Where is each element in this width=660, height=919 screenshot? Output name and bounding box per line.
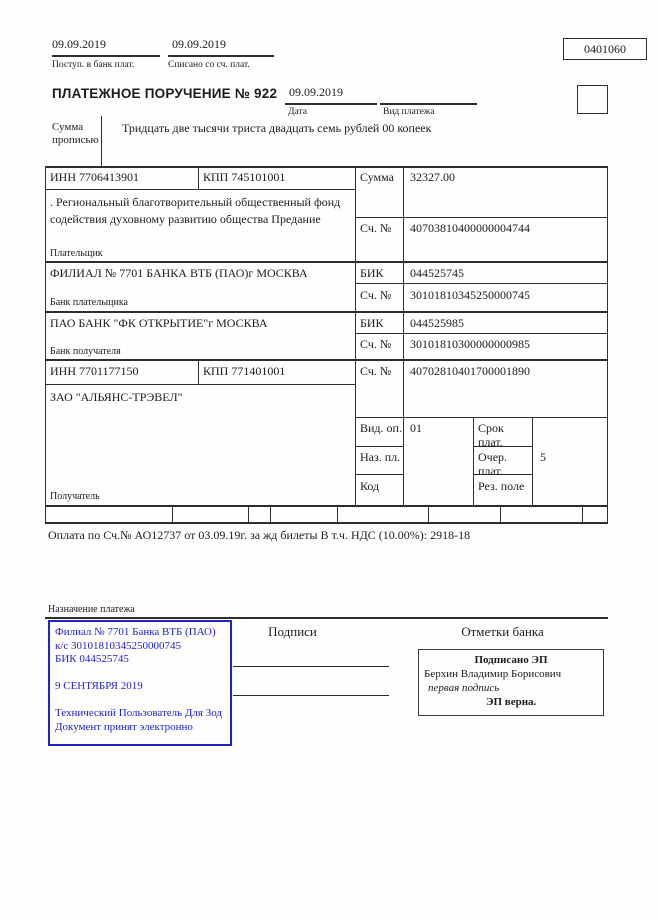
signatures-heading: Подписи xyxy=(268,624,317,639)
pay-term-label: Срок плат. xyxy=(478,421,504,449)
table-bottom-border xyxy=(45,505,608,507)
document-title: ПЛАТЕЖНОЕ ПОРУЧЕНИЕ № 922 xyxy=(52,86,278,101)
subtable-divider-1 xyxy=(473,417,474,506)
payer-account-label: Сч. № xyxy=(360,221,392,235)
payee-bank-name: ПАО БАНК "ФК ОТКРЫТИЕ"г МОСКВА xyxy=(50,316,268,330)
payname-row-line xyxy=(355,474,403,475)
payee-account-label: Сч. № xyxy=(360,364,392,378)
payer-bank-section-label: Банк плательщика xyxy=(50,297,128,308)
esign-verified: ЭП верна. xyxy=(486,696,537,708)
form-code: 0401060 xyxy=(584,42,626,56)
op-type-label: Вид. оп. xyxy=(360,421,402,435)
date-label: Дата xyxy=(288,107,307,117)
inn-kpp-divider-payer xyxy=(198,166,199,190)
payee-bank-bik-label: БИК xyxy=(360,316,384,330)
payee-bank-section-label: Банк получателя xyxy=(50,346,121,357)
signature-line-2 xyxy=(233,695,389,696)
inn-row-bottom-payer xyxy=(45,189,355,190)
budget-divider-3 xyxy=(270,505,271,523)
budget-row-right xyxy=(607,505,608,523)
budget-divider-7 xyxy=(582,505,583,523)
pay-order-label: Очер. плат. xyxy=(478,450,508,478)
amount-in-words-label: Сумма прописью xyxy=(52,121,99,146)
signature-line-1 xyxy=(233,666,389,667)
budget-row-left xyxy=(45,505,46,523)
stamp-line: Технический Пользователь Для Зод xyxy=(55,707,223,719)
purpose-section-label: Назначение платежа xyxy=(48,604,135,615)
payer-bank-account-label: Сч. № xyxy=(360,288,392,302)
budget-divider-5 xyxy=(428,505,429,523)
esign-title: Подписано ЭП xyxy=(474,654,548,666)
esign-box xyxy=(418,649,604,716)
payee-account: 40702810401700001890 xyxy=(410,364,530,378)
purpose-text: Оплата по Сч.№ АО12737 от 03.09.19г. за жд билеты В т.ч. НДС (10.00%): 2918-18 xyxy=(48,528,471,542)
sum-cell-bottom xyxy=(355,217,608,218)
payer-bank-name: ФИЛИАЛ № 7701 БАНКА ВТБ (ПАО)г МОСКВА xyxy=(50,266,308,280)
written-off-date: 09.09.2019 xyxy=(172,37,226,51)
payer-inn: ИНН 7706413901 xyxy=(50,170,139,184)
stamp-line: Документ принят электронно xyxy=(55,720,193,733)
payer-name: . Региональный благотворительный общественный фонд содействия духовному развитию общества Предание xyxy=(50,195,341,226)
payee-bank-account: 30101810300000000985 xyxy=(410,337,530,351)
budget-divider-4 xyxy=(337,505,338,523)
code-label: Код xyxy=(360,479,380,493)
sum-label: Сумма xyxy=(360,170,394,184)
inn-kpp-divider-payee xyxy=(198,359,199,385)
pay-name-label: Наз. пл. xyxy=(360,450,401,464)
stamp-line: 9 СЕНТЯБРЯ 2019 xyxy=(55,680,143,692)
received-in-bank-date: 09.09.2019 xyxy=(52,37,106,51)
payee-kpp: КПП 771401001 xyxy=(203,364,286,378)
esign-name: Берхин Владимир Борисович xyxy=(424,668,562,680)
budget-row-bottom xyxy=(45,522,608,524)
sum-value: 32327.00 xyxy=(410,170,455,184)
payee-inn: ИНН 7701177150 xyxy=(50,364,139,378)
bank-stamp xyxy=(48,620,232,746)
table-top-border xyxy=(45,166,608,168)
amount-words-divider xyxy=(101,116,102,166)
payer-bank-bik: 044525745 xyxy=(410,266,464,280)
payment-type-underline xyxy=(380,103,477,105)
received-underline xyxy=(52,55,160,57)
stamp-line xyxy=(55,694,225,708)
bank-marks-heading: Отметки банка xyxy=(461,624,544,639)
budget-divider-1 xyxy=(172,505,173,523)
payee-bank-bottom-border xyxy=(45,359,608,361)
pay-order-value: 5 xyxy=(540,450,546,464)
stamp-line: Филиал № 7701 Банка ВТБ (ПАО) xyxy=(55,626,216,638)
subtable-divider-2 xyxy=(532,417,533,506)
date-underline xyxy=(285,103,377,105)
budget-divider-6 xyxy=(500,505,501,523)
payee-bank-inner-line xyxy=(355,333,608,334)
payer-account: 40703810400000004744 xyxy=(410,221,530,235)
op-type-value: 01 xyxy=(410,421,422,435)
written-off-label: Списано со сч. плат. xyxy=(168,60,250,70)
stamp-line xyxy=(55,667,225,681)
payer-bank-account: 30101810345250000745 xyxy=(410,288,530,302)
written-off-underline xyxy=(168,55,274,57)
payer-bottom-border xyxy=(45,261,608,263)
document-date: 09.09.2019 xyxy=(289,85,343,99)
inn-row-bottom-payee xyxy=(45,384,355,385)
optype-row-line xyxy=(355,446,403,447)
budget-divider-2 xyxy=(248,505,249,523)
payee-bank-account-label: Сч. № xyxy=(360,337,392,351)
received-in-bank-label: Поступ. в банк плат. xyxy=(52,60,135,70)
stamp-line: БИК 044525745 xyxy=(55,653,129,665)
payee-section-label: Получатель xyxy=(50,491,100,502)
table-left-border xyxy=(45,166,46,506)
form-code-box xyxy=(563,38,647,60)
purpose-bottom-border xyxy=(45,617,608,619)
payer-bank-inner-line xyxy=(355,283,608,284)
payer-bank-bik-label: БИК xyxy=(360,266,384,280)
payer-kpp: КПП 745101001 xyxy=(203,170,286,184)
stamp-line: к/с 30101810345250000745 xyxy=(55,639,182,652)
subtable-top-line xyxy=(355,417,608,418)
payment-type-label: Вид платежа xyxy=(383,107,435,117)
payer-bank-bottom-border xyxy=(45,311,608,313)
status-checkbox xyxy=(577,85,608,114)
payee-bank-bik: 044525985 xyxy=(410,316,464,330)
reserve-field-label: Рез. поле xyxy=(478,479,525,493)
esign-note: первая подпись xyxy=(428,682,500,694)
amount-in-words-value: Тридцать две тысячи триста двадцать семь рублей 00 копеек xyxy=(122,121,432,135)
payer-section-label: Плательщик xyxy=(50,248,103,259)
payee-name: ЗАО "АЛЬЯНС-ТРЭВЕЛ" xyxy=(50,390,183,404)
